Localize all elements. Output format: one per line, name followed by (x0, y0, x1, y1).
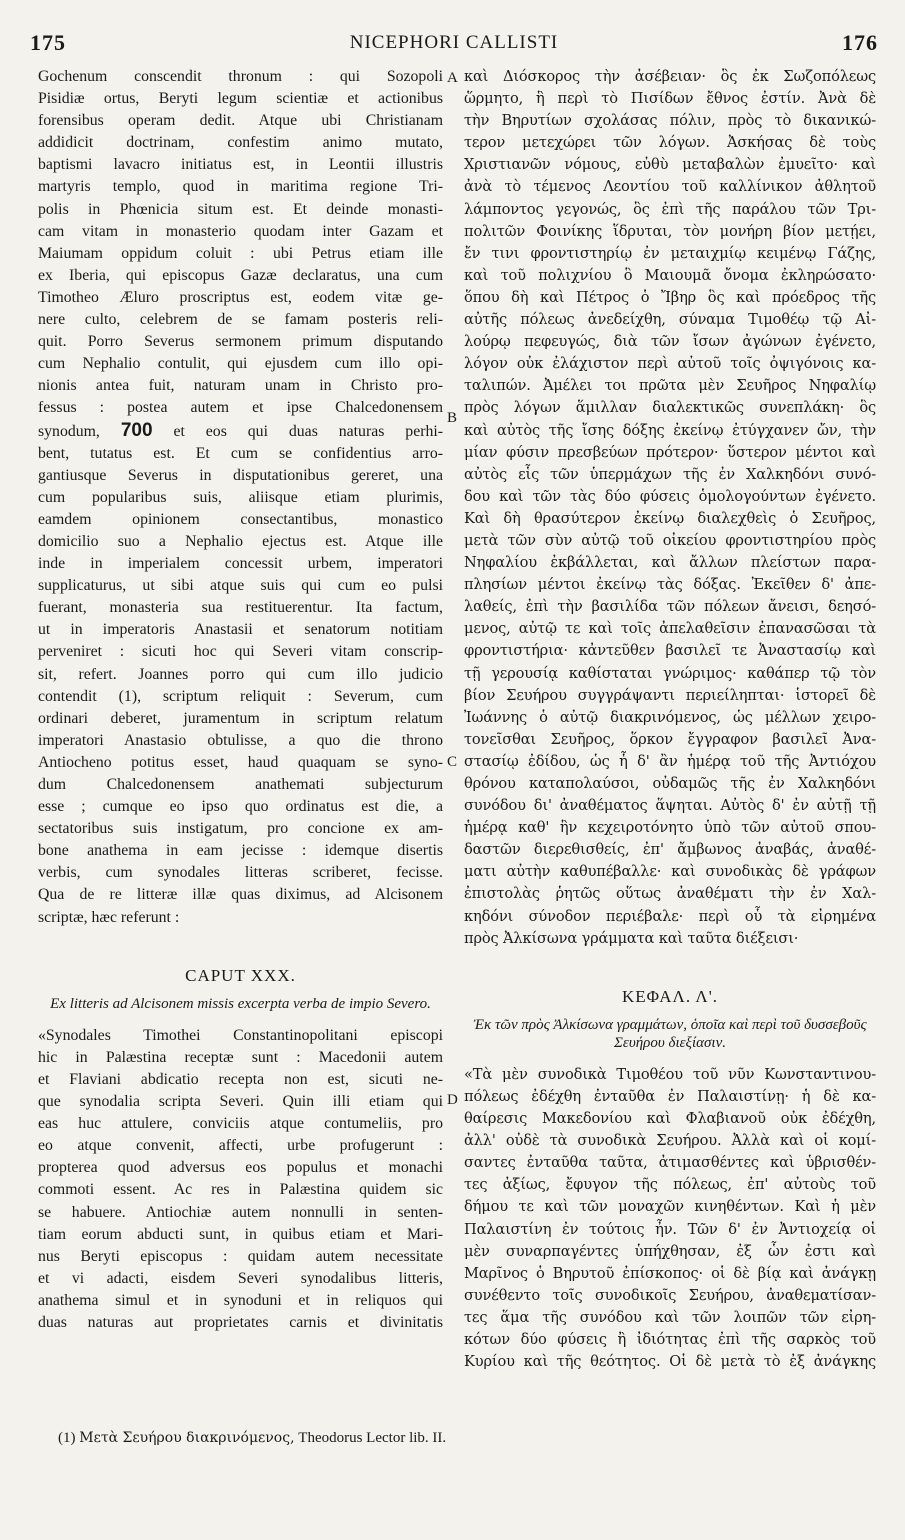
text-line: et Flaviani abdicatio recepta non est, sicuti ne- (38, 1070, 443, 1088)
text-line: commoti essent. Ac res in Palæstina quidem sic (38, 1181, 443, 1199)
text-line: μετὰ τῶν σὺν αὐτῷ τοῦ οἰκείου φροντιστηρίου πρὸς (464, 531, 876, 549)
text-line: ματι αὐτὴν καθυπέβαλλε· καὶ συνοδικὰς δὲ γράφων (464, 863, 876, 881)
margin-marker-c: C (447, 754, 458, 770)
text-line: ἐπιστολὰς ῥητῶς οὕτως ἀναθέματι τὴν ἐν Χαλ- (464, 885, 876, 903)
text-line: addidicit doctrinam, confestim animo mutato, (38, 134, 443, 152)
latin-text-top (38, 66, 443, 420)
text-line: dum Chalcedonensem anathemati subjecturum (38, 776, 443, 793)
text-line: Qua de re litteræ illæ quas diximus, ad Alcisonem (38, 886, 443, 904)
text-line: τερον μετεχώρει τῶν λόγων. Ἀσκήσας δὲ τοὺς (464, 134, 876, 152)
column-number: 700 (120, 419, 153, 441)
text-line: αὐτῆς πόλεως ἀνεδείχθη, σύναμα Τιμοθέῳ τῷ Αἰ- (464, 311, 876, 329)
text-line: θρόνου καταπολαύσοι, οὐδαμῶς τῆς ἐν Χαλκηδόνι (464, 775, 876, 792)
text-line: λάμποντος γεγονώς, ὃς ἐπὶ τῆς παράλου τῶν Τρι- (464, 200, 876, 218)
text-line: propterea quod adversus eos populus et monachi (38, 1159, 443, 1177)
text-line: quit. Porro Severus sermonem primum disputando (38, 333, 443, 351)
text-line: tiam eorum abducti sunt, in quibus etiam et Mari- (38, 1225, 443, 1243)
text-line: cam vitam in monasterio quodam inter Gazam et (38, 222, 443, 240)
running-header (30, 30, 878, 60)
footnote-latin: Theodorus Lector lib. II. (298, 1430, 447, 1446)
footnote-marker: (1) (58, 1430, 76, 1446)
greek-chapter-heading: ΚΕΦΑΛ. Λ'. (621, 986, 719, 1006)
text-line: καὶ τοῦ πολιχνίου ὃ Μαιουμᾶ ὄνομα ἐκληρώσατο· (464, 266, 876, 284)
latin-text-bottom (38, 1025, 443, 1334)
text-line: eamdem opinionem consectantibus, monastico (38, 510, 443, 528)
text-line: σαντες ἐνταῦθα ταῦτα, ἀτιμασθέντες καὶ ὑβρισθέν- (464, 1154, 876, 1172)
text-line: Παλαιστίνη ἐν τούτοις ἦν. Τῶν δ' ἐν Ἀντιοχείᾳ οἱ (464, 1220, 876, 1238)
text-line: cum Nephalio contulit, qui ejusdem cum illo opi- (38, 355, 443, 373)
text-line: δου καὶ τῶν τὰς δύο φύσεις ὁμολογούντων ἐγένετο. (464, 487, 876, 505)
text-line: cum popularibus suis, aliisque etiam plurimis, (38, 488, 443, 506)
text-line: sectatoribus suis instigatum, pro concione ex am- (38, 820, 443, 838)
latin-chapter-heading: CAPUT XXX. (185, 965, 296, 985)
text-line: contendit (1), scriptum reliquit : Severum, cum (38, 687, 443, 705)
greek-chapter-subtitle: Ἐκ τῶν πρὸς Ἀλκίσωνα γραμμάτων, ὁποῖα καὶ περὶ τοῦ δυσσεβοῦς Σευήρου διεξίασιν. (473, 1016, 867, 1051)
text-line: bone anathema in eam jecisse : idemque disertis (38, 842, 443, 860)
text-line: μὲν συναρπαγέντες ὑπήχθησαν, ἐξ ὧν ἐστι καὶ (464, 1242, 876, 1260)
text-line: Timotheo Æluro proscriptus est, eodem vitæ ge- (38, 288, 443, 306)
text-line: λαθείς, ἐπὶ τὴν βασιλίδα τῶν πόλεων ἄνεισι, δεησό- (464, 598, 876, 616)
text-line: δήμου τε καὶ τῶν μοναχῶν κινηθέντων. Καὶ ἡ μὲν (464, 1198, 876, 1216)
text-line: τονεῖσθαι Σευῆρος, ὅρκον ἔγγραφον βασιλεῖ Ἀνα- (464, 730, 876, 748)
text-line: δαστῶν διερεθισθείς, ἐπ' ἄμβωνος ἀναβάς, ἀναθέ- (464, 841, 876, 859)
text-line: scriptæ, hæc referunt : (38, 908, 180, 926)
text-line: baptismi lavacro initiatus est, in Leontii illustris (38, 156, 443, 174)
latin-line-column-number: synodum, 700 et eos qui duas naturas perhi- (38, 419, 443, 441)
text-line: Ἰωάννης ὁ αὐτῷ διακρινόμενος, ὡς μέλλων χειρο- (464, 708, 876, 726)
text-line: ὥρμητο, ἣ περὶ τὸ Πισίδων ἔθνος ἐστίν. Ἀνὰ δὲ (464, 90, 876, 108)
text-line: στασίῳ ἐδίδου, ὡς ἧ δ' ἂν ἡμέρᾳ τοῦ τῆς Ἀντιόχου (464, 752, 876, 770)
text-line: ordinari deberet, juramentum in scriptum relatum (38, 709, 443, 727)
text-line: μίαν φύσιν πρεσβεύων πρότερον· ὕστερον μέντοι καὶ (464, 443, 876, 461)
text-line: gantiusque Severus in disputationibus gereret, una (38, 466, 443, 484)
text-line: τες ἅμα τῆς συνόδου καὶ τῶν λοιπῶν τῶν εἰρη- (464, 1308, 876, 1326)
text-line: forensibus operam dedit. Atque ubi Christianam (38, 112, 443, 130)
text-line: θαίρεσις Μακεδονίου καὶ Φλαβιανοῦ οὐκ ἐδέχθη, (464, 1110, 876, 1128)
text-line: αὐτὸς εἷς τῶν ὑπερμάχων τῆς ἐν Χαλκηδόνι συνό- (464, 465, 876, 483)
latin-chapter-subtitle: Ex litteris ad Alcisonem missis excerpta verba de impio Severo. (50, 995, 431, 1012)
text-line: κηδόνι σύνοδον περιέβαλε· περὶ οὗ τὰ εἰρημένα (464, 907, 876, 925)
text-line: esse ; cumque eo ipso quo ordinatus est die, a (38, 798, 443, 816)
page-number-left: 175 (30, 30, 66, 55)
latin-column (38, 66, 443, 1334)
text-line: bent, tutatus est. Et cum se confidentius arro- (38, 444, 443, 462)
text-line: τῇ γερουσίᾳ καθίσταται γνώριμος· καθάπερ τῷ τὸν (464, 664, 876, 682)
running-title: NICEPHORI CALLISTI (349, 32, 559, 53)
text-line: se habuere. Antiochiæ autem nonnulli in senten- (38, 1203, 443, 1221)
text-line: ὅπου δὴ καὶ Πέτρος ὁ Ἴβηρ ὃς καὶ πρόεδρος τῆς (464, 288, 876, 306)
text-line: Antiocheno potitus esset, haud quaquam se syno- (38, 753, 443, 771)
text-line: ἡμέρᾳ καθ' ἣν κεχειροτόνητο ὑπὸ τῶν αὐτοῦ σπου- (464, 819, 876, 837)
greek-text-bottom (464, 1064, 876, 1373)
text-line: λούρῳ πεφευγώς, διὰ τῶν ἴσων ἀγώνων ἐγένετο, (464, 333, 876, 351)
text-line: polis in Phœnicia situm est. Et deinde monasti- (38, 200, 443, 218)
greek-column (464, 66, 876, 1373)
text-line: duas naturas aut proprietates carnis et divinitatis (38, 1313, 443, 1331)
text-line: Μαρῖνος ὁ Βηρυτοῦ ἐπίσκοπος· οἱ δὲ βίᾳ καὶ ἀνάγκῃ (464, 1264, 876, 1282)
text-line: Gochenum conscendit thronum : qui Sozopoli (38, 68, 443, 85)
text-line: «Synodales Timothei Constantinopolitani episcopi (38, 1026, 443, 1044)
text-line: συνέθεντο τοῖς συνοδικοῖς Σευήρου, ἀναθεματίσαν- (464, 1286, 876, 1304)
text-line: λόγον οὐκ ἐλάχιστον περὶ αὐτοῦ τοῖς ὀψιγόνοις κα- (464, 355, 876, 373)
latin-text-middle (38, 443, 443, 929)
text-line: καὶ Διόσκορος τὴν ἀσέβειαν· ὃς ἐκ Σωζοπόλεως (464, 68, 876, 85)
text-line: βίον Σευήρου συγγράψαντι περιείληπται· ἱστορεῖ δὲ (464, 686, 876, 704)
footnote-greek: Μετὰ Σευήρου διακρινόμενος, (79, 1430, 295, 1446)
text-line: Pisidiæ ortus, Beryti legum scientiæ et actionibus (38, 90, 443, 108)
text-line: κότων δύο φύσεις ἢ ἰδιότητας ἐπὶ τῆς σαρκὸς τοῦ (464, 1330, 876, 1348)
text-line: domicilio suo a Nephalio ejectus est. Atque ille (38, 532, 443, 550)
text-line: ταλιπών. Ἀμέλει τοι πρῶτα μὲν Σευῆρος Νηφαλίῳ (464, 377, 876, 395)
text-line: inde in imperialem concessit urbem, imperatori (38, 555, 443, 573)
text-line: συνόδου δι' ἀναθέματος ἅψηται. Αὐτὸς δ' ἐν αὐτῇ τῇ (464, 797, 876, 815)
text-line: perveniret : sicuti hoc qui Severi vitam conscrip- (38, 643, 443, 661)
text-line: et vi adacti, eisdem Severi synodalibus litteris, (38, 1269, 443, 1287)
footnote (58, 1430, 446, 1447)
text-line: τες ἀξίως, ἔφυγον τῆς πόλεως, ἐπ' αὐτοὺς τοῦ (464, 1176, 876, 1194)
text-line: hic in Palæstina receptæ sunt : Macedonii autem (38, 1048, 443, 1066)
text-line: πρὸς Ἀλκίσωνα γράμματα καὶ ταῦτα διέξεισι· (464, 929, 799, 947)
text-line: «Τὰ μὲν συνοδικὰ Τιμοθέου τοῦ νῦν Κωνσταντινου- (464, 1065, 876, 1083)
page-number-right: 176 (842, 30, 878, 55)
text-line: μενος, αὐτῷ τε καὶ τοῖς ἀπελαθεῖσιν ἐπανασῶσαι τὰ (464, 620, 876, 638)
text-line: supplicaturus, ut sibi atque suis qui cum eo pulsi (38, 577, 443, 595)
text-line: ἀνὰ τὸ τέμενος Λεοντίου τοῦ καλλίνικον ἀθλητοῦ (464, 178, 876, 196)
text-line: martyris templo, quod in maritima regione Tri- (38, 178, 443, 196)
text-line: eo atque convenit, affecti, urbe profugerunt : (38, 1137, 443, 1155)
text-line: fessus : postea autem et ipse Chalcedonensem (38, 399, 443, 417)
text-line: anathema simul et in synoduni et in reliquos qui (38, 1291, 443, 1309)
text-line: ἔν τινι φροντιστηρίῳ ἐν μεταιχμίῳ κειμένῳ Γάζης, (464, 244, 876, 262)
text-line: nionis antea fuit, naturam unam in Christo pro- (38, 377, 443, 395)
margin-marker-a: A (447, 70, 458, 86)
text-line: Maiumam oppidum coluit : ubi Petrus etiam ille (38, 244, 443, 262)
text-line: καὶ αὐτὸς τῆς ἴσης δόξης ἐκείνῳ ἐτύγχανεν ὤν, τὴν (464, 421, 876, 439)
text-line: ut in imperatoris Anastasii et senatorum notitiam (38, 621, 443, 639)
text-line: eas huc attulere, conviciis atque contumeliis, pro (38, 1115, 443, 1133)
text-line: Κυρίου καὶ τῆς θεότητος. Οἱ δὲ μετὰ τὸ ἐξ ἀνάγκης (464, 1353, 876, 1371)
text-line: ἀλλ' οὐδὲ τὰ συνοδικὰ Σευήρου. Ἀλλὰ καὶ οἱ κομί- (464, 1132, 876, 1150)
greek-text-top (464, 66, 876, 950)
text-line: πλησίων μέντοι ἐκείνῳ τὰς δόξας. Ἐκεῖθεν δ' ἀπε- (464, 576, 876, 594)
text-line: fuerant, monasteria sua restituerentur. Ita factum, (38, 599, 443, 617)
text-line: que synodalia scripta Severi. Quin illi etiam qui (38, 1093, 443, 1111)
text-line: sit, refert. Joannes porro qui cum illo judicio (38, 665, 443, 683)
text-line: τὴν Βηρυτίων σχολάσας πόλιν, πρὸς τὸ δικανικώ- (464, 112, 876, 130)
text-line: verbis, cum synodales litteras scriberet, fecisse. (38, 864, 443, 882)
text-line: nus Beryti episcopus : quidam autem necessitate (38, 1247, 443, 1265)
text-line: nere culto, celebrem de se famam posteris reli- (38, 311, 443, 329)
margin-marker-b: B (447, 410, 458, 426)
text-line: πόλεως ἐδέχθη ἐνταῦθα ἐν Παλαιστίνῃ· ἡ δὲ κα- (464, 1087, 876, 1105)
text-line: ex Iberia, qui episcopus Gazæ declaratus, una cum (38, 266, 443, 284)
margin-marker-d: D (447, 1092, 458, 1108)
text-line: πολιτῶν Φοινίκης ἵδρυται, τὸν μονήρη βίον μετῄει, (464, 222, 876, 240)
text-line: Νηφαλίου ἐκβάλλεται, καὶ ἄλλων πλείστων παρα- (464, 554, 876, 572)
text-line: Χριστιανῶν νόμους, εὐθὺ μεταβαλὼν ἐμυεῖτο· καὶ (464, 156, 876, 174)
text-line: φροντιστήρια· κἀντεῦθεν βασιλεῖ τε Ἀναστασίῳ καὶ (464, 642, 876, 660)
text-line: imperatori Anastasio obtulisse, a quo die throno (38, 731, 443, 749)
text-line: Καὶ δὴ θρασύτερον ἐκείνῳ διαλεχθεὶς ὁ Σευῆρος, (464, 509, 876, 527)
text-line: πρὸς λόγων ἅμιλλαν διαλεκτικῶς συνεπλάκη· ὃς (464, 399, 876, 417)
